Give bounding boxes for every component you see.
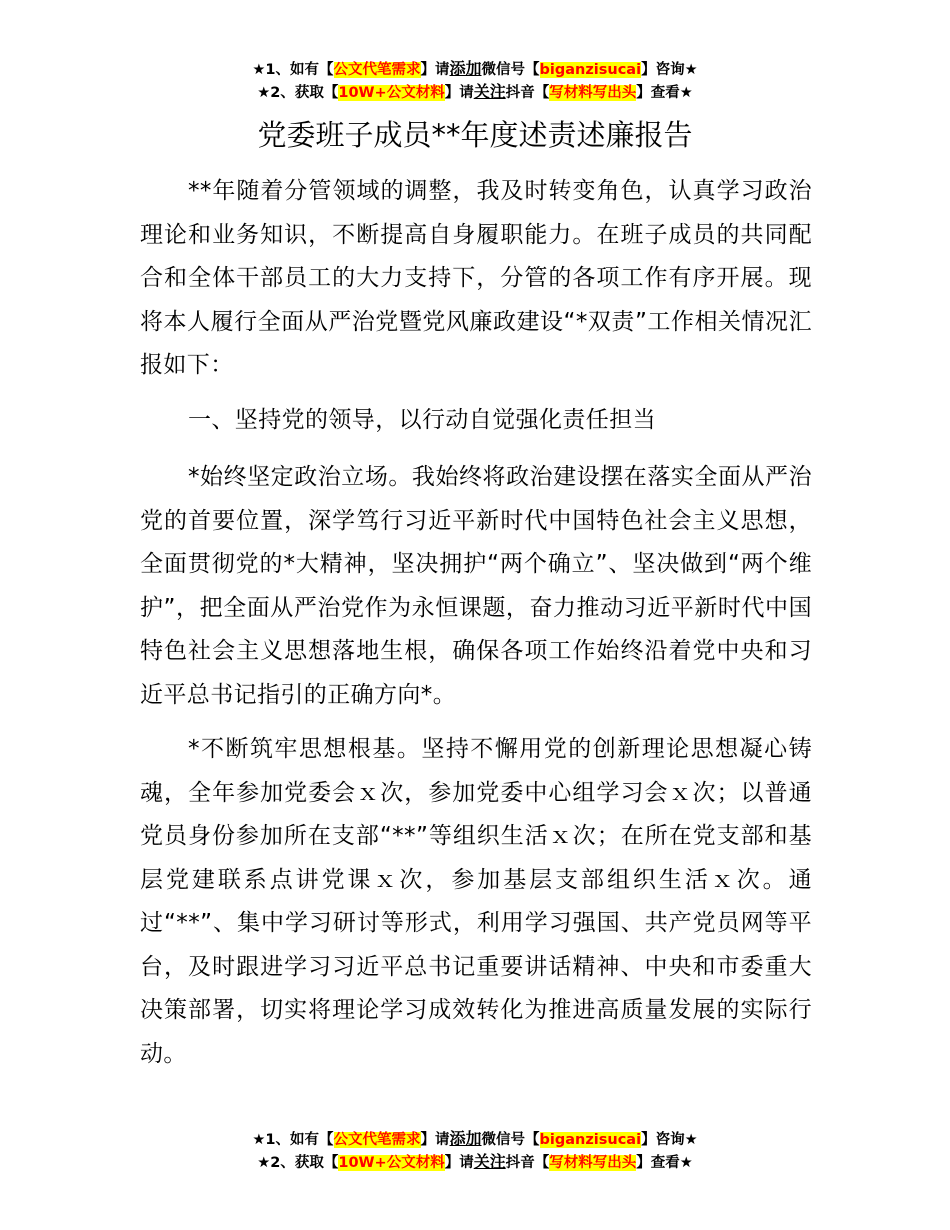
promo-underlined: 关注 (473, 1152, 506, 1171)
promo-line-1 (0, 58, 950, 81)
promo-line-1 (0, 1128, 950, 1151)
douyin-id-highlight: 写材料写出头 (549, 1155, 637, 1171)
promo-text: 】请 (444, 85, 474, 101)
promo-line-2 (0, 81, 950, 104)
body-paragraph: *不断筑牢思想根基。坚持不懈用党的创新理论思想凝心铸魂，全年参加党委会ｘ次，参加党委中心组学习会ｘ次；以普通党员身份参加所在支部“**”等组织生活ｘ次；在所在党支部和基层党建联系点讲党课ｘ次，参加基层支部组织生活ｘ次。通过“**”、集中学习研讨等形式，利用学习强国、共产党员网等平台，及时跟进学习习近平总书记重要讲话精神、中央和市委重大决策部署，切实将理论学习成效转化为推进高质量发展的实际行动。 (140, 736, 812, 1067)
promo-text: 】查看★ (636, 1155, 693, 1171)
promo-text: 】查看★ (636, 85, 693, 101)
footer-promo-banner (0, 1128, 950, 1174)
promo-underlined: 关注 (473, 82, 506, 101)
wechat-id-highlight: biganzisucai (539, 62, 642, 78)
promo-text: 】请 (444, 1155, 474, 1171)
promo-line-2 (0, 1151, 950, 1174)
promo-text: 】请 (420, 62, 450, 78)
promo-text: 抖音【 (505, 1155, 550, 1171)
wechat-id-highlight: biganzisucai (539, 1132, 642, 1148)
promo-underlined: 添加 (449, 1129, 482, 1148)
promo-text: 微信号【 (481, 62, 540, 78)
promo-text: 】咨询★ (641, 1132, 698, 1148)
document-title: 党委班子成员**年度述责述廉报告 (257, 118, 693, 152)
promo-highlight: 公文代笔需求 (333, 62, 421, 78)
promo-highlight: 10W+公文材料 (338, 1155, 445, 1171)
promo-text: ★2、获取【 (257, 1155, 339, 1171)
promo-text: ★1、如有【 (252, 1132, 334, 1148)
body-paragraph: *始终坚定政治立场。我始终将政治建设摆在落实全面从严治党的首要位置，深学笃行习近平新时代中国特色社会主义思想，全面贯彻党的*大精神，坚决拥护“两个确立”、坚决做到“两个维护”，把全面从严治党作为永恒课题，奋力推动习近平新时代中国特色社会主义思想落地生根，确保各项工作始终沿着党中央和习近平总书记指引的正确方向*。 (140, 464, 812, 708)
section-heading: 一、坚持党的领导，以行动自觉强化责任担当 (188, 406, 656, 433)
promo-underlined: 添加 (449, 59, 482, 78)
body-paragraph: **年随着分管领域的调整，我及时转变角色，认真学习政治理论和业务知识，不断提高自身履职能力。在班子成员的共同配合和全体干部员工的大力支持下，分管的各项工作有序开展。现将本人履行全面从严治党暨党风廉政建设“*双责”工作相关情况汇报如下： (140, 178, 812, 378)
header-promo-banner (0, 58, 950, 104)
douyin-id-highlight: 写材料写出头 (549, 85, 637, 101)
promo-text: 微信号【 (481, 1132, 540, 1148)
promo-text: ★2、获取【 (257, 85, 339, 101)
promo-text: 】请 (420, 1132, 450, 1148)
promo-highlight: 公文代笔需求 (333, 1132, 421, 1148)
promo-text: ★1、如有【 (252, 62, 334, 78)
promo-highlight: 10W+公文材料 (338, 85, 445, 101)
promo-text: 抖音【 (505, 85, 550, 101)
document-body (140, 170, 812, 1087)
promo-text: 】咨询★ (641, 62, 698, 78)
